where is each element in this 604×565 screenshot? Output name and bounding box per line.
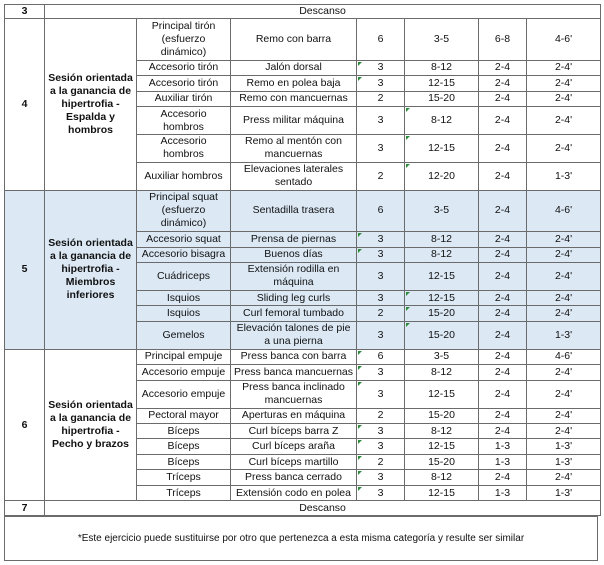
- rest-time: 4-6': [527, 349, 601, 364]
- day-number: 5: [5, 190, 45, 349]
- sets-count: 2: [357, 454, 405, 469]
- sets-count: 3: [357, 439, 405, 454]
- rir-range: 2-4: [479, 470, 527, 485]
- rest-time: 2-4': [527, 424, 601, 439]
- exercise-name: Extensión codo en polea: [231, 485, 357, 500]
- training-plan-table: [4, 4, 601, 516]
- rest-time: 2-4': [527, 91, 601, 106]
- rir-range: 2-4: [479, 290, 527, 305]
- footnote: *Este ejercicio puede sustituirse por otro que pertenezca a esta misma categoría y resulte ser similar: [4, 516, 598, 561]
- sets-count: 2: [357, 162, 405, 190]
- rir-range: 2-4: [479, 135, 527, 163]
- rest-time: 2-4': [527, 306, 601, 321]
- exercise-category: Accesorio squat: [137, 232, 231, 247]
- exercise-name: Prensa de piernas: [231, 232, 357, 247]
- day-number: 6: [5, 349, 45, 501]
- rir-range: 2-4: [479, 321, 527, 349]
- rest-time: 2-4': [527, 247, 601, 262]
- reps-range: 12-15: [405, 290, 479, 305]
- rest-time: 4-6': [527, 19, 601, 60]
- sets-count: 2: [357, 91, 405, 106]
- reps-range: 8-12: [405, 470, 479, 485]
- reps-range: 15-20: [405, 306, 479, 321]
- rir-range: 2-4: [479, 107, 527, 135]
- exercise-name: Elevaciones laterales sentado: [231, 162, 357, 190]
- exercise-category: Tríceps: [137, 470, 231, 485]
- sets-count: 3: [357, 232, 405, 247]
- day-number: 4: [5, 19, 45, 190]
- exercise-name: Extensión rodilla en máquina: [231, 263, 357, 291]
- reps-range: 3-5: [405, 190, 479, 231]
- exercise-category: Pectoral mayor: [137, 408, 231, 423]
- sets-count: 6: [357, 19, 405, 60]
- rir-range: 2-4: [479, 91, 527, 106]
- reps-range: 12-15: [405, 135, 479, 163]
- reps-range: 3-5: [405, 349, 479, 364]
- rest-time: 1-3': [527, 321, 601, 349]
- rir-range: 2-4: [479, 247, 527, 262]
- rest-time: 1-3': [527, 439, 601, 454]
- exercise-name: Curl bíceps araña: [231, 439, 357, 454]
- rir-range: 2-4: [479, 263, 527, 291]
- rest-time: 2-4': [527, 232, 601, 247]
- rir-range: 2-4: [479, 365, 527, 380]
- exercise-category: Isquios: [137, 306, 231, 321]
- exercise-category: Accesorio bisagra: [137, 247, 231, 262]
- exercise-category: Principal empuje: [137, 349, 231, 364]
- exercise-name: Elevación talones de pie a una pierna: [231, 321, 357, 349]
- session-description: Sesión orientada a la ganancia de hipertrofia - Espalda y hombros: [45, 19, 137, 190]
- rest-day-row: [5, 501, 601, 516]
- exercise-category: Principal squat (esfuerzo dinámico): [137, 190, 231, 231]
- reps-range: 8-12: [405, 247, 479, 262]
- sets-count: 3: [357, 380, 405, 408]
- rest-day-label: Descanso: [45, 5, 601, 19]
- exercise-name: Press banca cerrado: [231, 470, 357, 485]
- exercise-name: Remo con mancuernas: [231, 91, 357, 106]
- rir-range: 2-4: [479, 76, 527, 91]
- rest-day-row: [5, 5, 601, 19]
- sets-count: 3: [357, 424, 405, 439]
- reps-range: 8-12: [405, 232, 479, 247]
- rir-range: 2-4: [479, 190, 527, 231]
- reps-range: 12-15: [405, 380, 479, 408]
- exercise-name: Jalón dorsal: [231, 60, 357, 75]
- reps-range: 15-20: [405, 91, 479, 106]
- rir-range: 2-4: [479, 60, 527, 75]
- rest-time: 2-4': [527, 365, 601, 380]
- exercise-category: Auxiliar tirón: [137, 91, 231, 106]
- exercise-name: Sliding leg curls: [231, 290, 357, 305]
- sets-count: 2: [357, 306, 405, 321]
- sets-count: 3: [357, 365, 405, 380]
- sets-count: 3: [357, 470, 405, 485]
- exercise-name: Buenos días: [231, 247, 357, 262]
- exercise-name: Press banca mancuernas: [231, 365, 357, 380]
- rir-range: 2-4: [479, 162, 527, 190]
- rest-time: 2-4': [527, 380, 601, 408]
- rir-range: 6-8: [479, 19, 527, 60]
- sets-count: 6: [357, 190, 405, 231]
- sets-count: 3: [357, 107, 405, 135]
- exercise-row: [5, 19, 601, 60]
- rest-time: 1-3': [527, 162, 601, 190]
- exercise-name: Remo con barra: [231, 19, 357, 60]
- reps-range: 12-15: [405, 485, 479, 500]
- reps-range: 8-12: [405, 60, 479, 75]
- exercise-name: Remo en polea baja: [231, 76, 357, 91]
- reps-range: 3-5: [405, 19, 479, 60]
- rir-range: 2-4: [479, 232, 527, 247]
- exercise-category: Accesorio hombros: [137, 107, 231, 135]
- rir-range: 2-4: [479, 380, 527, 408]
- reps-range: 8-12: [405, 365, 479, 380]
- rest-time: 2-4': [527, 107, 601, 135]
- exercise-name: Press banca con barra: [231, 349, 357, 364]
- rir-range: 2-4: [479, 408, 527, 423]
- exercise-category: Tríceps: [137, 485, 231, 500]
- exercise-category: Principal tirón (esfuerzo dinámico): [137, 19, 231, 60]
- exercise-category: Accesorio empuje: [137, 365, 231, 380]
- exercise-category: Isquios: [137, 290, 231, 305]
- reps-range: 15-20: [405, 321, 479, 349]
- sets-count: 3: [357, 485, 405, 500]
- rest-time: 2-4': [527, 263, 601, 291]
- rir-range: 2-4: [479, 306, 527, 321]
- reps-range: 12-20: [405, 162, 479, 190]
- exercise-category: Accesorio tirón: [137, 76, 231, 91]
- exercise-category: Cuádriceps: [137, 263, 231, 291]
- sets-count: 3: [357, 321, 405, 349]
- reps-range: 8-12: [405, 107, 479, 135]
- rest-time: 2-4': [527, 470, 601, 485]
- exercise-category: Bíceps: [137, 439, 231, 454]
- rir-range: 2-4: [479, 349, 527, 364]
- exercise-name: Curl bíceps barra Z: [231, 424, 357, 439]
- rest-time: 2-4': [527, 408, 601, 423]
- exercise-name: Sentadilla trasera: [231, 190, 357, 231]
- exercise-row: [5, 190, 601, 231]
- rir-range: 2-4: [479, 424, 527, 439]
- reps-range: 12-15: [405, 263, 479, 291]
- rir-range: 1-3: [479, 439, 527, 454]
- reps-range: 12-15: [405, 76, 479, 91]
- sets-count: 3: [357, 247, 405, 262]
- rir-range: 1-3: [479, 454, 527, 469]
- sets-count: 3: [357, 60, 405, 75]
- exercise-name: Press banca inclinado mancuernas: [231, 380, 357, 408]
- day-number: 3: [5, 5, 45, 19]
- exercise-category: Accesorio hombros: [137, 135, 231, 163]
- rest-time: 4-6': [527, 190, 601, 231]
- exercise-category: Accesorio empuje: [137, 380, 231, 408]
- exercise-name: Aperturas en máquina: [231, 408, 357, 423]
- reps-range: 8-12: [405, 424, 479, 439]
- exercise-category: Gemelos: [137, 321, 231, 349]
- reps-range: 12-15: [405, 439, 479, 454]
- session-description: Sesión orientada a la ganancia de hipertrofia - Miembros inferiores: [45, 190, 137, 349]
- exercise-name: Press militar máquina: [231, 107, 357, 135]
- rest-time: 2-4': [527, 76, 601, 91]
- exercise-category: Bíceps: [137, 454, 231, 469]
- rest-time: 1-3': [527, 454, 601, 469]
- exercise-category: Accesorio tirón: [137, 60, 231, 75]
- rest-time: 2-4': [527, 290, 601, 305]
- exercise-category: Bíceps: [137, 424, 231, 439]
- sets-count: 3: [357, 135, 405, 163]
- reps-range: 15-20: [405, 454, 479, 469]
- session-description: Sesión orientada a la ganancia de hipertrofia - Pecho y brazos: [45, 349, 137, 501]
- reps-range: 15-20: [405, 408, 479, 423]
- sets-count: 3: [357, 76, 405, 91]
- rest-time: 2-4': [527, 60, 601, 75]
- sets-count: 3: [357, 290, 405, 305]
- rest-time: 2-4': [527, 135, 601, 163]
- rest-time: 1-3': [527, 485, 601, 500]
- sets-count: 2: [357, 408, 405, 423]
- exercise-category: Auxiliar hombros: [137, 162, 231, 190]
- exercise-name: Remo al mentón con mancuernas: [231, 135, 357, 163]
- rest-day-label: Descanso: [45, 501, 601, 516]
- sets-count: 3: [357, 263, 405, 291]
- exercise-name: Curl femoral tumbado: [231, 306, 357, 321]
- day-number: 7: [5, 501, 45, 516]
- exercise-name: Curl bíceps martillo: [231, 454, 357, 469]
- sets-count: 6: [357, 349, 405, 364]
- rir-range: 1-3: [479, 485, 527, 500]
- exercise-row: [5, 349, 601, 364]
